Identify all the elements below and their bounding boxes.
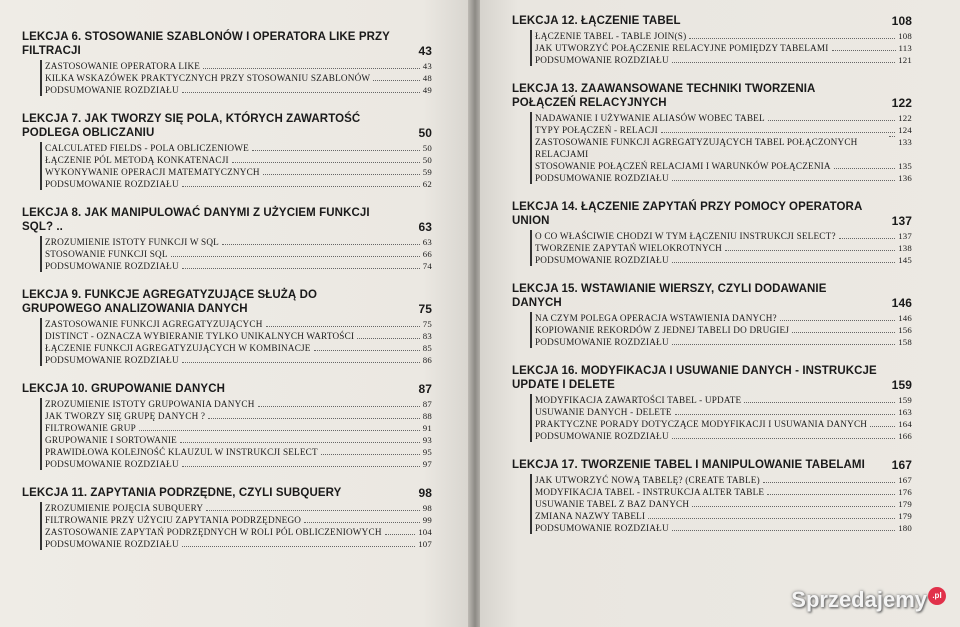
toc-subentry — [45, 398, 432, 410]
dot-leader — [672, 262, 895, 263]
subentry-title: MODYFIKACJA ZAWARTOŚCI TABEL - UPDATE — [535, 395, 742, 405]
toc-subentry — [45, 354, 432, 366]
lesson-subentries — [40, 142, 432, 190]
subentry-page-number: 86 — [422, 355, 432, 365]
toc-subentry — [535, 160, 912, 172]
dot-leader — [672, 62, 895, 63]
dot-leader — [672, 344, 895, 345]
lesson-heading — [512, 200, 912, 228]
lesson-heading — [22, 112, 432, 140]
lesson-page-number: 75 — [418, 302, 432, 316]
subentry-page-number: 99 — [422, 515, 432, 525]
dot-leader — [870, 426, 895, 427]
dot-leader — [834, 168, 895, 169]
lesson-page-number: 43 — [418, 44, 432, 58]
toc-subentry — [535, 486, 912, 498]
subentry-title: PODSUMOWANIE ROZDZIAŁU — [535, 55, 669, 65]
subentry-page-number: 122 — [898, 113, 912, 123]
lesson-page-number: 108 — [891, 14, 912, 28]
toc-lesson — [512, 282, 912, 348]
lesson-title: LEKCJA 8. JAK MANIPULOWAĆ DANYMI Z UŻYCIEM FUNKCJI SQL? .. — [22, 207, 370, 233]
lesson-heading — [512, 14, 912, 28]
toc-lesson — [22, 382, 432, 470]
subentry-page-number: 75 — [422, 319, 432, 329]
subentry-title: ZROZUMIENIE ISTOTY FUNKCJI W SQL — [45, 237, 219, 247]
subentry-page-number: 136 — [898, 173, 912, 183]
lesson-title: LEKCJA 9. FUNKCJE AGREGATYZUJĄCE SŁUŻĄ DO GRUPOWEGO ANALIZOWANIA DANYCH — [22, 289, 318, 315]
lesson-page-number: 98 — [418, 486, 432, 500]
toc-subentry — [535, 124, 912, 136]
toc-subentry — [535, 112, 912, 124]
dot-leader — [304, 522, 420, 523]
subentry-title: ZASTOSOWANIE FUNKCJI AGREGATYZUJĄCYCH — [45, 319, 263, 329]
subentry-title: ZASTOSOWANIE ZAPYTAŃ PODRZĘDNYCH W ROLI PÓL OBLICZENIOWYCH — [45, 527, 382, 537]
subentry-title: KILKA WSKAZÓWEK PRAKTYCZNYCH PRZY STOSOWANIU SZABLONÓW — [45, 73, 371, 83]
lesson-page-number: 159 — [891, 378, 912, 392]
subentry-page-number: 164 — [898, 419, 912, 429]
dot-leader — [744, 402, 895, 403]
toc-lesson — [22, 206, 432, 272]
subentry-page-number: 179 — [898, 499, 912, 509]
toc-subentry — [535, 172, 912, 184]
watermark-brand: Sprzedajemy — [791, 587, 927, 612]
toc-subentry — [45, 84, 432, 96]
subentry-page-number: 63 — [422, 237, 432, 247]
toc-subentry — [535, 30, 912, 42]
subentry-title: ZASTOSOWANIE OPERATORA LIKE — [45, 61, 201, 71]
toc-subentry — [45, 260, 432, 272]
toc-subentry — [45, 422, 432, 434]
subentry-title: KOPIOWANIE REKORDÓW Z JEDNEJ TABELI DO DRUGIEJ — [535, 325, 790, 335]
subentry-title: CALCULATED FIELDS - POLA OBLICZENIOWE — [45, 143, 249, 153]
subentry-title: NADAWANIE I UŻYWANIE ALIASÓW WOBEC TABEL — [535, 113, 765, 123]
subentry-title: JAK TWORZY SIĘ GRUPĘ DANYCH ? — [45, 411, 206, 421]
toc-subentry — [45, 514, 432, 526]
lesson-subentries — [40, 236, 432, 272]
dot-leader — [232, 162, 420, 163]
toc-subentry — [535, 418, 912, 430]
toc-subentry — [45, 330, 432, 342]
dot-leader — [357, 338, 420, 339]
lesson-title: LEKCJA 15. WSTAWIANIE WIERSZY, CZYLI DODAWANIE DANYCH — [512, 283, 827, 309]
subentry-title: STOSOWANIE FUNKCJI SQL — [45, 249, 168, 259]
toc-subentry — [535, 324, 912, 336]
subentry-page-number: 145 — [898, 255, 912, 265]
subentry-title: PRAKTYCZNE PORADY DOTYCZĄCE MODYFIKACJI I USUWANIA DANYCH — [535, 419, 868, 429]
toc-subentry — [45, 434, 432, 446]
toc-subentry — [45, 72, 432, 84]
subentry-title: PODSUMOWANIE ROZDZIAŁU — [45, 459, 179, 469]
dot-leader — [203, 68, 420, 69]
lesson-heading — [512, 458, 912, 472]
watermark-badge: .pl — [928, 587, 946, 605]
subentry-page-number: 88 — [422, 411, 432, 421]
toc-lesson — [512, 82, 912, 184]
subentry-title: PODSUMOWANIE ROZDZIAŁU — [535, 431, 669, 441]
subentry-title: WYKONYWANIE OPERACJI MATEMATYCZNYCH — [45, 167, 260, 177]
dot-leader — [672, 438, 895, 439]
toc-lesson — [512, 14, 912, 66]
toc-lesson — [22, 288, 432, 366]
dot-leader — [675, 414, 895, 415]
subentry-page-number: 166 — [898, 431, 912, 441]
subentry-page-number: 48 — [422, 73, 432, 83]
subentry-title: JAK UTWORZYĆ NOWĄ TABELĘ? (CREATE TABLE) — [535, 475, 760, 485]
toc-subentry — [45, 458, 432, 470]
subentry-title: USUWANIE DANYCH - DELETE — [535, 407, 672, 417]
lesson-page-number: 63 — [418, 220, 432, 234]
lesson-heading — [512, 282, 912, 310]
dot-leader — [171, 256, 420, 257]
subentry-page-number: 97 — [422, 459, 432, 469]
lesson-page-number: 122 — [891, 96, 912, 110]
dot-leader — [182, 546, 415, 547]
toc-subentry — [535, 136, 912, 160]
subentry-title: USUWANIE TABEL Z BAZ DANYCH — [535, 499, 690, 509]
subentry-title: ZMIANA NAZWY TABELI — [535, 511, 646, 521]
toc-subentry — [45, 178, 432, 190]
lesson-subentries — [40, 502, 432, 550]
subentry-title: PODSUMOWANIE ROZDZIAŁU — [45, 355, 179, 365]
lesson-subentries — [530, 394, 912, 442]
lesson-subentries — [530, 474, 912, 534]
dot-leader — [263, 174, 420, 175]
dot-leader — [661, 132, 895, 133]
dot-leader — [206, 510, 420, 511]
subentry-page-number: 74 — [422, 261, 432, 271]
subentry-page-number: 135 — [898, 161, 912, 171]
lesson-subentries — [530, 30, 912, 66]
subentry-page-number: 180 — [898, 523, 912, 533]
toc-subentry — [45, 342, 432, 354]
lesson-page-number: 137 — [891, 214, 912, 228]
dot-leader — [689, 38, 895, 39]
subentry-title: PRAWIDŁOWA KOLEJNOŚĆ KLAUZUL W INSTRUKCJI SELECT — [45, 447, 318, 457]
toc-subentry — [45, 502, 432, 514]
dot-leader — [182, 92, 420, 93]
toc-subentry — [45, 236, 432, 248]
lesson-heading — [22, 30, 432, 58]
dot-leader — [182, 268, 420, 269]
dot-leader — [182, 186, 420, 187]
subentry-title: ŁĄCZENIE TABEL - TABLE JOIN(S) — [535, 31, 687, 41]
dot-leader — [672, 530, 895, 531]
subentry-title: ZASTOSOWANIE FUNKCJI AGREGATYZUJĄCYCH TABEL POŁĄCZONYCH RELACJAMI — [535, 137, 858, 159]
dot-leader — [321, 454, 420, 455]
dot-leader — [182, 362, 420, 363]
lesson-page-number: 146 — [891, 296, 912, 310]
subentry-page-number: 108 — [898, 31, 912, 41]
toc-lesson — [512, 364, 912, 442]
subentry-title: PODSUMOWANIE ROZDZIAŁU — [45, 85, 179, 95]
lesson-page-number: 87 — [418, 382, 432, 396]
dot-leader — [767, 494, 895, 495]
toc-right-column — [512, 14, 912, 550]
watermark-logo — [791, 587, 946, 613]
lesson-title: LEKCJA 17. TWORZENIE TABEL I MANIPULOWANIE TABELAMI — [512, 459, 865, 471]
subentry-page-number: 62 — [422, 179, 432, 189]
dot-leader — [385, 534, 416, 535]
subentry-title: ŁĄCZENIE FUNKCJI AGREGATYZUJĄCYCH W KOMBINACJE — [45, 343, 311, 353]
right-page — [480, 0, 960, 627]
lesson-title: LEKCJA 13. ZAAWANSOWANE TECHNIKI TWORZENIA POŁĄCZEŃ RELACYJNYCH — [512, 83, 815, 109]
dot-leader — [792, 332, 895, 333]
lesson-page-number: 167 — [891, 458, 912, 472]
subentry-page-number: 50 — [422, 143, 432, 153]
toc-subentry — [45, 166, 432, 178]
toc-subentry — [45, 446, 432, 458]
left-page — [0, 0, 470, 627]
lesson-title: LEKCJA 12. ŁĄCZENIE TABEL — [512, 15, 681, 27]
subentry-title: ŁĄCZENIE PÓL METODĄ KONKATENACJI — [45, 155, 229, 165]
lesson-heading — [22, 206, 432, 234]
lesson-subentries — [40, 398, 432, 470]
subentry-title: PODSUMOWANIE ROZDZIAŁU — [45, 179, 179, 189]
lesson-title: LEKCJA 6. STOSOWANIE SZABLONÓW I OPERATORA LIKE PRZY FILTRACJI — [22, 31, 390, 57]
lesson-heading — [22, 288, 432, 316]
subentry-title: O CO WŁAŚCIWIE CHODZI W TYM ŁĄCZENIU INSTRUKCJI SELECT? — [535, 231, 836, 241]
toc-lesson — [512, 458, 912, 534]
subentry-page-number: 59 — [422, 167, 432, 177]
dot-leader — [725, 250, 895, 251]
toc-subentry — [535, 430, 912, 442]
subentry-page-number: 104 — [418, 527, 432, 537]
dot-leader — [222, 244, 420, 245]
dot-leader — [780, 320, 895, 321]
toc-subentry — [45, 154, 432, 166]
lesson-subentries — [530, 230, 912, 266]
toc-subentry — [535, 522, 912, 534]
subentry-page-number: 113 — [898, 43, 912, 53]
subentry-page-number: 138 — [898, 243, 912, 253]
lesson-title: LEKCJA 14. ŁĄCZENIE ZAPYTAŃ PRZY POMOCY OPERATORA UNION — [512, 201, 862, 227]
subentry-title: FILTROWANIE PRZY UŻYCIU ZAPYTANIA PODRZĘDNEGO — [45, 515, 302, 525]
subentry-page-number: 121 — [898, 55, 912, 65]
lesson-title: LEKCJA 7. JAK TWORZY SIĘ POLA, KTÓRYCH ZAWARTOŚĆ PODLEGA OBLICZANIU — [22, 113, 361, 139]
lesson-heading — [512, 364, 912, 392]
subentry-page-number: 93 — [422, 435, 432, 445]
subentry-page-number: 133 — [898, 137, 912, 147]
dot-leader — [208, 418, 420, 419]
toc-subentry — [535, 254, 912, 266]
dot-leader — [648, 518, 895, 519]
toc-subentry — [535, 336, 912, 348]
lesson-title: LEKCJA 16. MODYFIKACJA I USUWANIE DANYCH - INSTRUKCJE UPDATE I DELETE — [512, 365, 877, 391]
lesson-title: LEKCJA 10. GRUPOWANIE DANYCH — [22, 383, 226, 395]
dot-leader — [180, 442, 420, 443]
toc-subentry — [45, 60, 432, 72]
toc-lesson — [22, 112, 432, 190]
toc-subentry — [535, 510, 912, 522]
subentry-title: ZROZUMIENIE ISTOTY GRUPOWANIA DANYCH — [45, 399, 255, 409]
subentry-title: PODSUMOWANIE ROZDZIAŁU — [535, 255, 669, 265]
subentry-page-number: 158 — [898, 337, 912, 347]
subentry-title: PODSUMOWANIE ROZDZIAŁU — [535, 173, 669, 183]
subentry-title: DISTINCT - OZNACZA WYBIERANIE TYLKO UNIKALNYCH WARTOŚCI — [45, 331, 355, 341]
subentry-page-number: 146 — [898, 313, 912, 323]
lesson-page-number: 50 — [418, 126, 432, 140]
subentry-title: MODYFIKACJA TABEL - INSTRUKCJA ALTER TABLE — [535, 487, 765, 497]
subentry-title: TWORZENIE ZAPYTAŃ WIELOKROTNYCH — [535, 243, 722, 253]
subentry-page-number: 159 — [898, 395, 912, 405]
toc-subentry — [45, 538, 432, 550]
subentry-page-number: 176 — [898, 487, 912, 497]
toc-subentry — [535, 394, 912, 406]
toc-subentry — [45, 410, 432, 422]
dot-leader — [258, 406, 420, 407]
toc-subentry — [535, 312, 912, 324]
toc-subentry — [535, 54, 912, 66]
toc-left-column — [22, 30, 432, 566]
lesson-subentries — [40, 318, 432, 366]
toc-subentry — [535, 230, 912, 242]
subentry-page-number: 83 — [422, 331, 432, 341]
subentry-page-number: 137 — [898, 231, 912, 241]
dot-leader — [373, 80, 419, 81]
dot-leader — [139, 430, 420, 431]
lesson-subentries — [530, 112, 912, 184]
subentry-page-number: 50 — [422, 155, 432, 165]
dot-leader — [768, 120, 895, 121]
subentry-page-number: 124 — [898, 125, 912, 135]
toc-lesson — [22, 30, 432, 96]
dot-leader — [763, 482, 895, 483]
lesson-title: LEKCJA 11. ZAPYTANIA PODRZĘDNE, CZYLI SUBQUERY — [22, 487, 342, 499]
subentry-page-number: 167 — [898, 475, 912, 485]
dot-leader — [839, 238, 895, 239]
toc-lesson — [512, 200, 912, 266]
subentry-title: JAK UTWORZYĆ POŁĄCZENIE RELACYJNE POMIĘDZY TABELAMI — [535, 43, 829, 53]
subentry-page-number: 91 — [422, 423, 432, 433]
subentry-page-number: 49 — [422, 85, 432, 95]
toc-subentry — [45, 248, 432, 260]
subentry-page-number: 107 — [418, 539, 432, 549]
toc-subentry — [535, 498, 912, 510]
dot-leader — [266, 326, 420, 327]
toc-subentry — [535, 406, 912, 418]
dot-leader — [672, 180, 895, 181]
subentry-title: TYPY POŁĄCZEŃ - RELACJI — [535, 125, 658, 135]
dot-leader — [692, 506, 895, 507]
subentry-title: PODSUMOWANIE ROZDZIAŁU — [535, 523, 669, 533]
lesson-subentries — [530, 312, 912, 348]
subentry-page-number: 98 — [422, 503, 432, 513]
toc-subentry — [45, 526, 432, 538]
subentry-title: ZROZUMIENIE POJĘCIA SUBQUERY — [45, 503, 204, 513]
subentry-page-number: 43 — [422, 61, 432, 71]
toc-subentry — [535, 242, 912, 254]
lesson-heading — [22, 486, 432, 500]
subentry-title: NA CZYM POLEGA OPERACJA WSTAWIENIA DANYCH? — [535, 313, 777, 323]
subentry-title: GRUPOWANIE I SORTOWANIE — [45, 435, 177, 445]
toc-lesson — [22, 486, 432, 550]
subentry-title: FILTROWANIE GRUP — [45, 423, 136, 433]
toc-subentry — [45, 142, 432, 154]
dot-leader — [252, 150, 420, 151]
subentry-title: STOSOWANIE POŁĄCZEŃ RELACJAMI I WARUNKÓW POŁĄCZENIA — [535, 161, 831, 171]
subentry-title: PODSUMOWANIE ROZDZIAŁU — [45, 261, 179, 271]
dot-leader — [182, 466, 420, 467]
subentry-page-number: 179 — [898, 511, 912, 521]
subentry-page-number: 66 — [422, 249, 432, 259]
dot-leader — [314, 350, 420, 351]
subentry-title: PODSUMOWANIE ROZDZIAŁU — [45, 539, 179, 549]
subentry-page-number: 156 — [898, 325, 912, 335]
subentry-page-number: 87 — [422, 399, 432, 409]
toc-subentry — [535, 42, 912, 54]
subentry-page-number: 95 — [422, 447, 432, 457]
subentry-page-number: 163 — [898, 407, 912, 417]
lesson-heading — [512, 82, 912, 110]
dot-leader — [832, 50, 896, 51]
dot-leader — [889, 136, 895, 137]
toc-subentry — [535, 474, 912, 486]
subentry-title: PODSUMOWANIE ROZDZIAŁU — [535, 337, 669, 347]
subentry-page-number: 85 — [422, 343, 432, 353]
lesson-heading — [22, 382, 432, 396]
lesson-subentries — [40, 60, 432, 96]
toc-subentry — [45, 318, 432, 330]
